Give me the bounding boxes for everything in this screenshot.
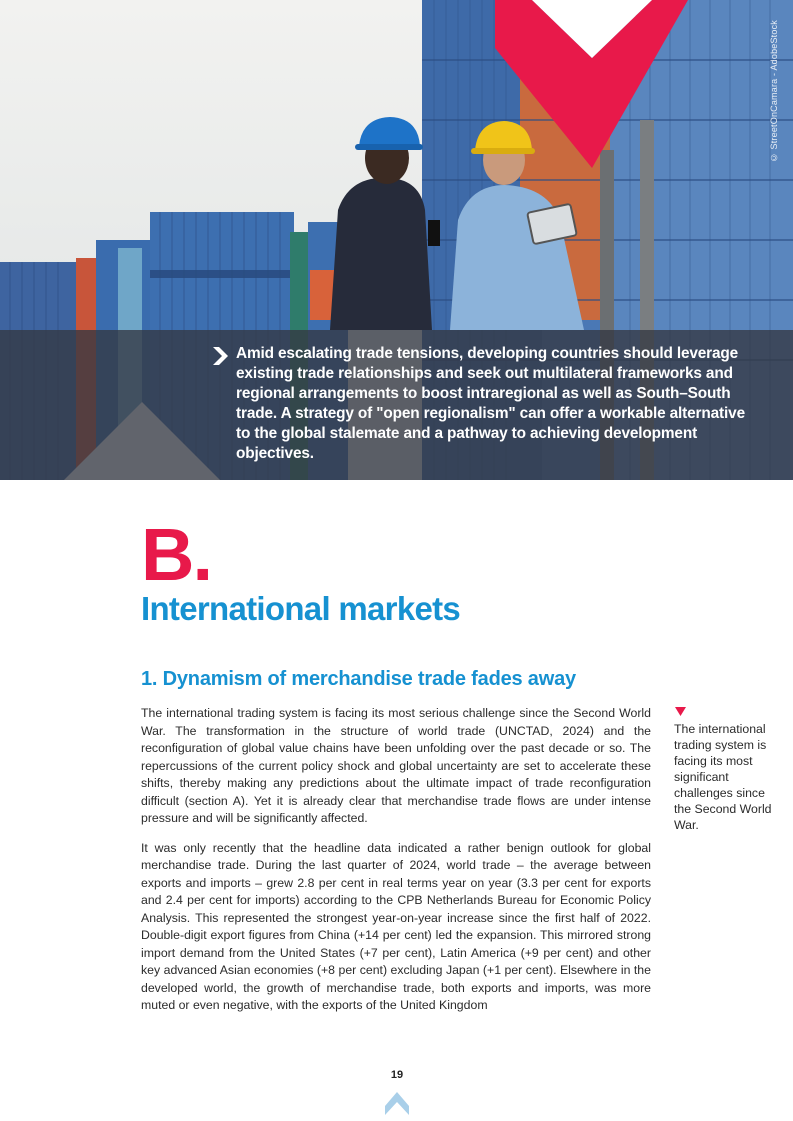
sidebar-note: The international trading system is facing its most significant challenges since the Second World War. bbox=[674, 722, 772, 832]
paragraph: It was only recently that the headline data indicated a rather benign outlook for global merchandise trade. During the last quarter of 2024, world trade – the average between exports and imports – grew 2.8 per cent in real terms year on year (3.3 per cent for exports and 2.4 per cent for imports) according to the CPB Netherlands Bureau for Economic Policy Analysis. This represented the strongest year-on-year increase since the first half of 2022. Double-digit export figures from China (+14 per cent) led the expansion. This mirrored strong import demand from the United States (+7 per cent), Latin America (+9 per cent) and other key advanced Asian economies (+8 per cent) excluding Japan (+1 per cent). Elsewhere in the developed world, the growth of merchandise trade, both exports and imports, was more muted or even negative, with the exports of the United Kingdom bbox=[141, 840, 651, 1012]
subsection-heading: 1. Dynamism of merchandise trade fades away bbox=[141, 668, 576, 690]
page-number: 19 bbox=[390, 1069, 404, 1081]
body-text bbox=[141, 705, 651, 1027]
section-title: International markets bbox=[141, 590, 461, 627]
chevron-up-icon[interactable] bbox=[384, 1090, 410, 1116]
photo-credit: © StreetOnCamara - AdobeStock bbox=[769, 20, 779, 163]
chevron-right-icon bbox=[210, 346, 230, 366]
triangle-down-icon bbox=[675, 707, 686, 716]
paragraph: The international trading system is facing its most serious challenge since the Second World War. The transformation in the structure of world trade (UNCTAD, 2024) and the reconfiguration of global value chains have been unfolding over the past decade or so. The repercussions of the current policy shock and global uncertainty are set to accelerate these shifts, thereby making any predictions about the ultimate impact of trade reconfiguration difficult (section A). Yet it is already clear that merchandise trade flows are under intense pressure and will be significantly affected. bbox=[141, 706, 651, 825]
key-message-text: Amid escalating trade tensions, developing countries should leverage existing trade relationships and seek out multilateral frameworks and regional arrangements to boost intraregional as well as South–South trade. A strategy of "open regionalism" can offer a workable alternative to the global stalemate and a pathway to achieving development objectives. bbox=[236, 345, 745, 462]
section-letter: B. bbox=[141, 513, 211, 596]
